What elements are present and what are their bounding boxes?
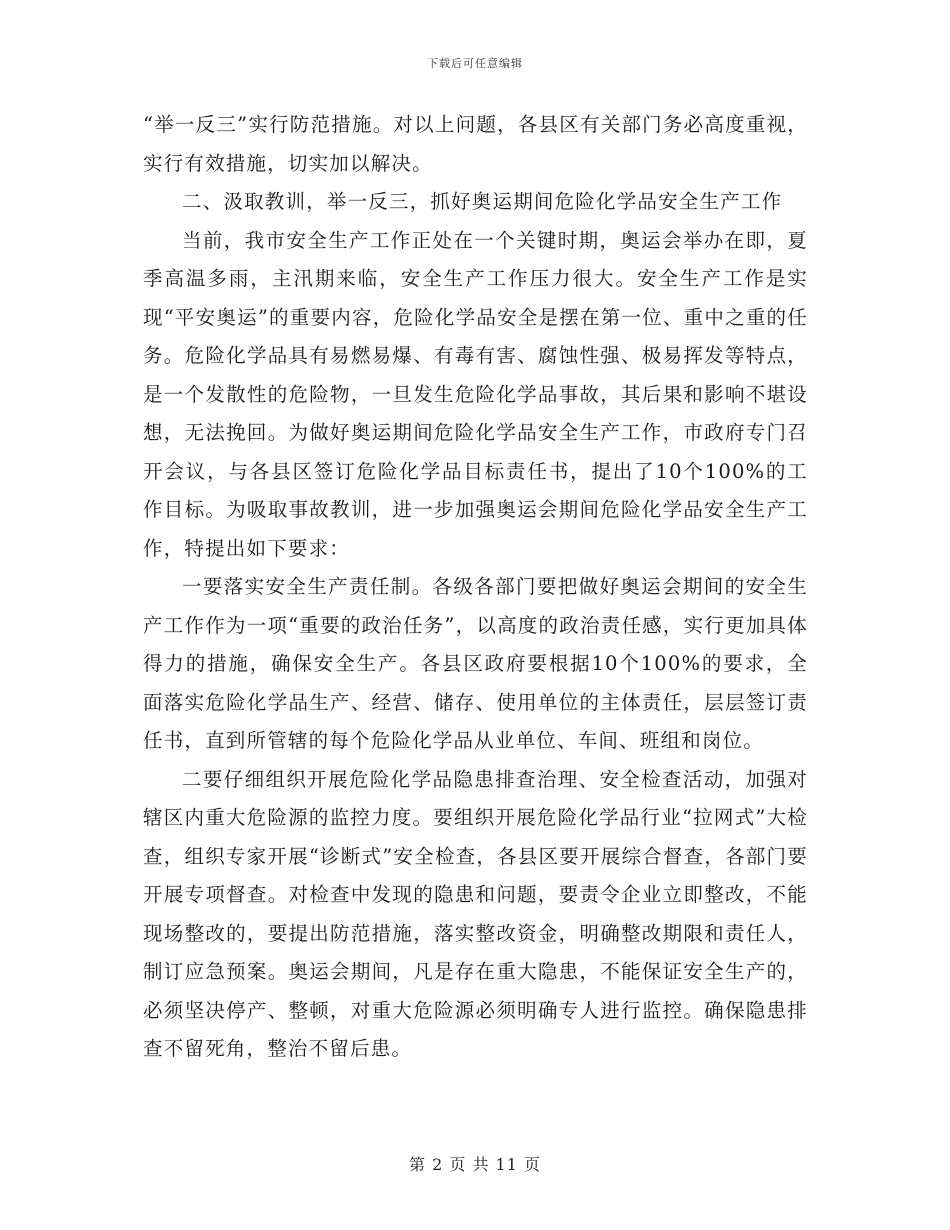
paragraph-continuation: “举一反三”实行防范措施。对以上问题，各县区有关部门务必高度重视，实行有效措施，切实加以解决。 [143,113,808,175]
paragraph: 当前，我市安全生产工作正处在一个关键时期，奥运会举办在即，夏季高温多雨，主汛期来临，安全生产工作压力很大。安全生产工作是实现“平安奥运”的重要内容，危险化学品安全是摆在第一位、重中之重的任务。危险化学品具有易燃易爆、有毒有害、腐蚀性强、极易挥发等特点，是一个发散性的危险物，一旦发生危险化学品事故，其后果和影响不堪设想，无法挽回。为做好奥运期间危险化学品安全生产工作，市政府专门召开会议，与各县区签订危险化学品目标责任书，提出了10个100%的工作目标。为吸取事故教训，进一步加强奥运会期间危险化学品安全生产工作，特提出如下要求： [143,228,808,560]
paragraph: 一要落实安全生产责任制。各级各部门要把做好奥运会期间的安全生产工作作为一项“重要的政治任务”，以高度的政治责任感，实行更加具体得力的措施，确保安全生产。各县区政府要根据10个100%的要求，全面落实危险化学品生产、经营、储存、使用单位的主体责任，层层签订责任书，直到所管辖的每个危险化学品从业单位、车间、班组和岗位。 [143,575,808,752]
paragraph: 二要仔细组织开展危险化学品隐患排查治理、安全检查活动，加强对辖区内重大危险源的监控力度。要组织开展危险化学品行业“拉网式”大检查，组织专家开展“诊断式”安全检查，各县区要开展综合督查，各部门要开展专项督查。对检查中发现的隐患和问题，要责令企业立即整改，不能现场整改的，要提出防范措施，落实整改资金，明确整改期限和责任人，制订应急预案。奥运会期间，凡是存在重大隐患，不能保证安全生产的，必须坚决停产、整顿，对重大危险源必须明确专人进行监控。确保隐患排查不留死角，整治不留后患。 [143,767,808,1060]
page-header: 下载后可任意编辑 [427,57,523,70]
document-body [143,106,808,1069]
page-number: 第 2 页 共 11 页 [409,1155,541,1174]
section-heading: 二、汲取教训，举一反三，抓好奥运期间危险化学品安全生产工作 [182,190,783,213]
